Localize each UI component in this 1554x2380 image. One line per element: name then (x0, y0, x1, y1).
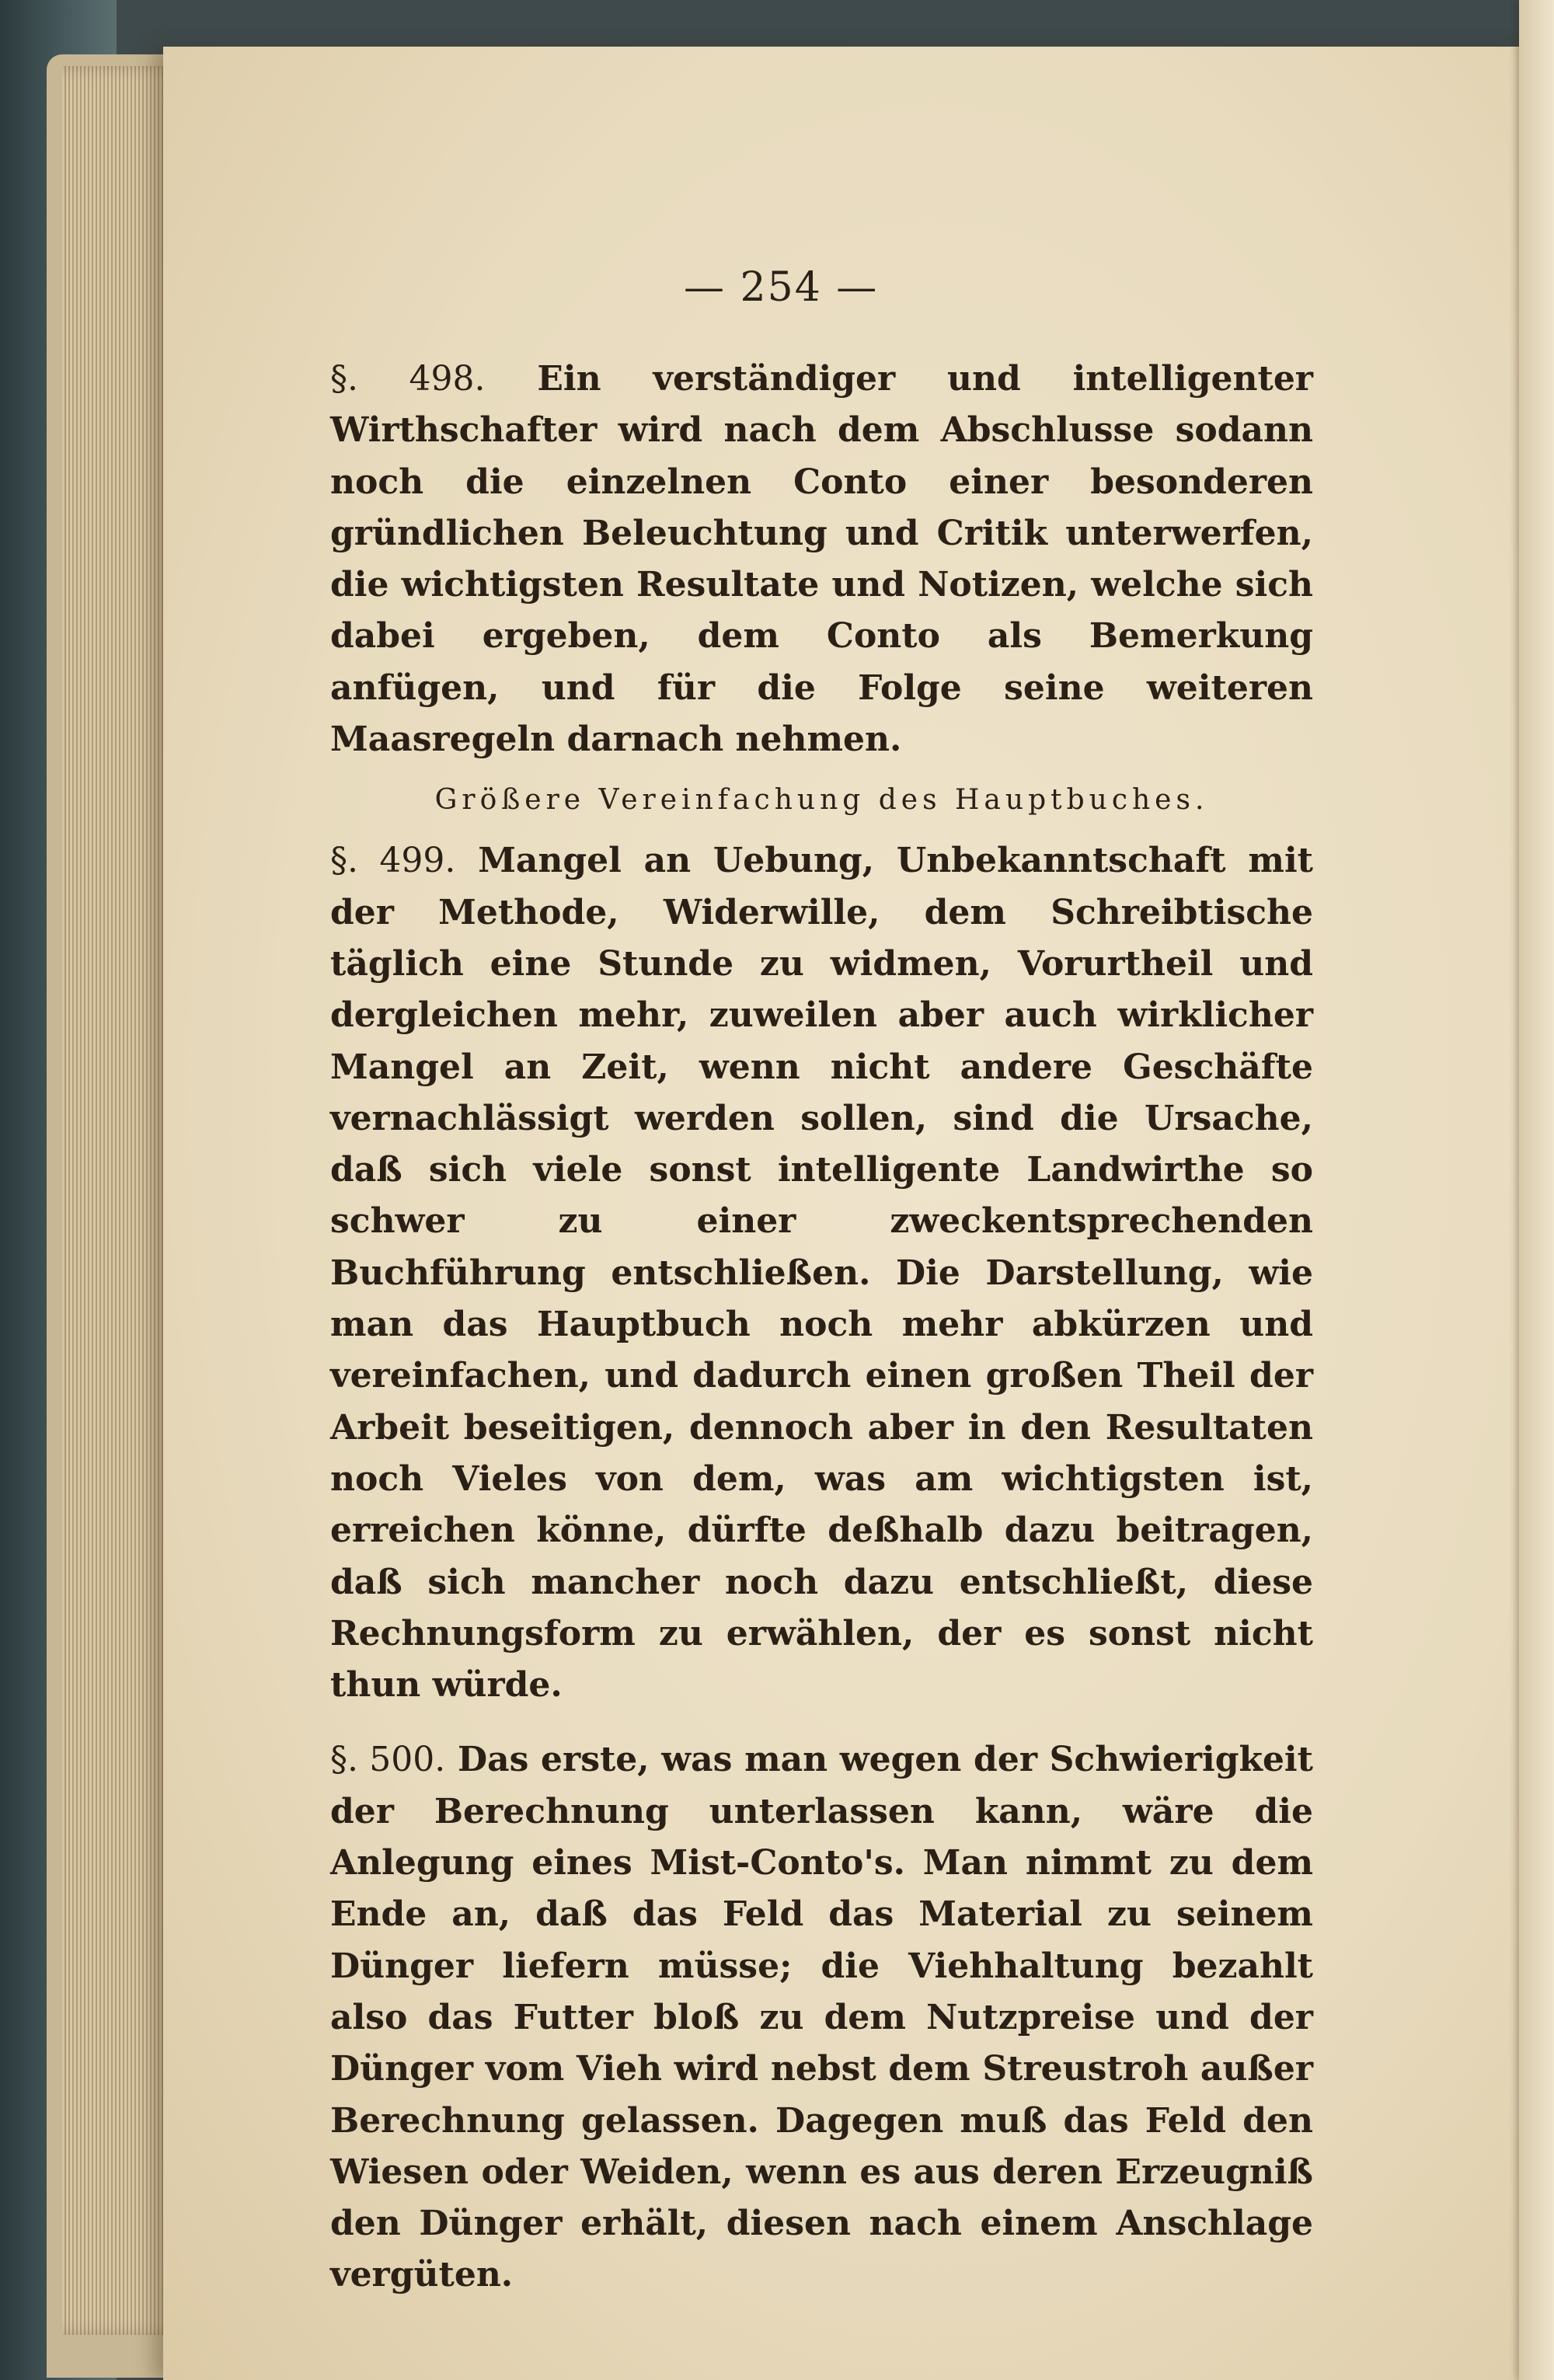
paragraph-498-text: Ein verständiger und intelligenter Wirthschafter wird nach dem Abschlusse sodann noch die einzelnen Conto einer besonderen gründlichen Beleuchtung und Critik unterwerfen, die wichtigsten Resultate und Notizen, welche sich dabei ergeben, dem Conto als Bemerkung anfügen, und für die Folge seine weiteren Maasregeln darnach nehmen. (330, 359, 1313, 760)
paragraph-499-text: Mangel an Uebung, Unbekanntschaft mit der Methode, Widerwille, dem Schreibtische täglich eine Stunde zu widmen, Vorurtheil und dergleichen mehr, zuweilen aber auch wirklicher Mangel an Zeit, wenn nicht andere Geschäfte vernachlässigt werden sollen, sind die Ursache, daß sich viele sonst intelligente Landwirthe so schwer zu einer zweckentsprechenden Buchführung entschließen. Die Darstellung, wie man das Hauptbuch noch mehr abkürzen und vereinfachen, und dadurch einen großen Theil der Arbeit beseitigen, dennoch aber in den Resultaten noch Vieles von dem, was am wichtigsten ist, erreichen könne, dürfte deßhalb dazu beitragen, daß sich mancher noch dazu entschließt, diese Rechnungsform zu erwählen, der es sonst nicht thun würde. (330, 841, 1313, 1706)
paragraph-500 (330, 1734, 1313, 2301)
section-number-498: §. 498. (330, 359, 486, 399)
paragraph-498 (330, 354, 1313, 765)
section-heading: Größere Vereinfachung des Hauptbuches. (434, 784, 1209, 817)
section-number-499: §. 499. (330, 841, 456, 881)
paragraph-500-text: Das erste, was man wegen der Schwierigkeit der Berechnung unterlassen kann, wäre die Anlegung eines Mist-Conto's. Man nimmt zu dem Ende an, daß das Feld das Material zu seinem Dünger liefern müsse; die Viehhaltung bezahlt also das Futter bloß zu dem Nutzpreise und der Dünger vom Vieh wird nebst dem Streustroh außer Berechnung gelassen. Dagegen muß das Feld den Wiesen oder Weiden, wenn es aus deren Erzeugniß den Dünger erhält, diesen nach einem Anschlage vergüten. (330, 1740, 1313, 2295)
paragraph-499 (330, 835, 1313, 1711)
paragraph-gap (330, 1711, 1313, 1734)
page-number: — 254 — (684, 264, 879, 311)
page-text (330, 354, 1313, 2302)
next-page-edge (1519, 0, 1554, 2380)
section-number-500: §. 500. (330, 1740, 446, 1780)
